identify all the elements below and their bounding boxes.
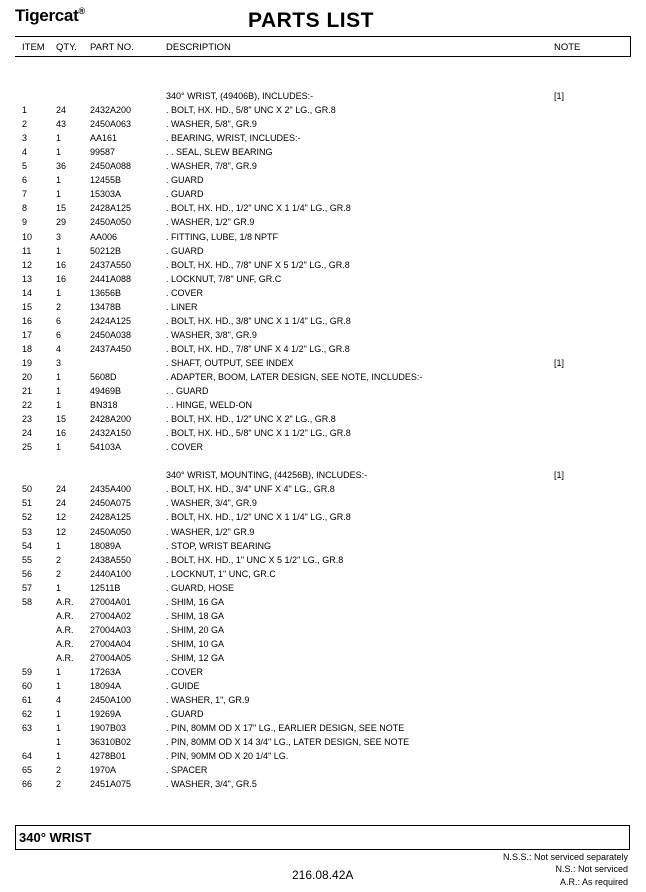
cell-item: 51 bbox=[22, 498, 33, 509]
table-row bbox=[0, 187, 646, 201]
cell-part-no: 54103A bbox=[90, 442, 122, 453]
cell-qty: 1 bbox=[56, 287, 62, 298]
cell-qty: 12 bbox=[56, 512, 67, 523]
cell-part-no: 99587 bbox=[90, 147, 116, 158]
table-row bbox=[0, 159, 646, 173]
cell-description: . COVER bbox=[166, 442, 204, 453]
table-row bbox=[0, 581, 646, 595]
cell-description: . BOLT, HX. HD., 5/8" UNC X 1 1/2" LG., GR.8 bbox=[166, 428, 351, 439]
table-row bbox=[0, 215, 646, 229]
column-header-note: NOTE bbox=[554, 42, 581, 53]
cell-description: . GUARD bbox=[166, 245, 204, 256]
cell-description: . WASHER, 3/4", GR.9 bbox=[166, 498, 257, 509]
cell-item: 19 bbox=[22, 357, 33, 368]
cell-qty: 2 bbox=[56, 301, 62, 312]
cell-item: 61 bbox=[22, 695, 33, 706]
cell-part-no: 2450A088 bbox=[90, 161, 132, 172]
brand-name: Tigercat bbox=[15, 6, 79, 25]
table-row bbox=[0, 328, 646, 342]
table-row bbox=[0, 525, 646, 539]
cell-item: 11 bbox=[22, 245, 32, 256]
cell-qty: 12 bbox=[56, 526, 67, 537]
brand-mark: ® bbox=[78, 6, 85, 16]
cell-item: 14 bbox=[22, 287, 33, 298]
table-row bbox=[0, 145, 646, 159]
cell-description: . LOCKNUT, 1" UNC, GR.C bbox=[166, 568, 276, 579]
cell-qty: 1 bbox=[56, 175, 62, 186]
table-row bbox=[0, 230, 646, 244]
cell-description: . COVER bbox=[166, 287, 204, 298]
table-row bbox=[0, 553, 646, 567]
cell-item: 23 bbox=[22, 414, 33, 425]
section-title: 340° WRIST bbox=[19, 830, 92, 845]
cell-description: . BOLT, HX. HD., 1/2" UNC X 1 1/4" LG., GR.8 bbox=[166, 203, 351, 214]
cell-qty: 1 bbox=[56, 723, 62, 734]
cell-description: . SHIM, 20 GA bbox=[166, 624, 225, 635]
column-header-qty: QTY. bbox=[56, 42, 77, 53]
table-row bbox=[0, 777, 646, 791]
table-row bbox=[0, 665, 646, 679]
cell-item: 1 bbox=[22, 105, 28, 116]
cell-qty: 1 bbox=[56, 442, 62, 453]
cell-qty: 2 bbox=[56, 554, 62, 565]
cell-qty: 24 bbox=[56, 498, 67, 509]
table-row bbox=[0, 300, 646, 314]
cell-part-no: 2428A200 bbox=[90, 414, 132, 425]
table-row bbox=[0, 117, 646, 131]
cell-description: . SHIM, 16 GA bbox=[166, 596, 225, 607]
table-row bbox=[0, 398, 646, 412]
cell-item: 63 bbox=[22, 723, 33, 734]
cell-part-no: 12511B bbox=[90, 582, 121, 593]
cell-part-no: 18094A bbox=[90, 681, 122, 692]
cell-description: . . GUARD bbox=[166, 386, 209, 397]
cell-part-no: 2432A200 bbox=[90, 105, 132, 116]
cell-description: . WASHER, 3/4", GR.5 bbox=[166, 779, 257, 790]
cell-part-no: 13656B bbox=[90, 287, 122, 298]
cell-item: 50 bbox=[22, 484, 33, 495]
table-header bbox=[15, 36, 631, 57]
cell-qty: A.R. bbox=[56, 652, 74, 663]
table-row bbox=[0, 679, 646, 693]
cell-part-no: 17263A bbox=[90, 666, 122, 677]
cell-part-no: 2440A100 bbox=[90, 568, 132, 579]
cell-part-no: 15303A bbox=[90, 189, 122, 200]
table-row bbox=[0, 426, 646, 440]
legend-ar: A.R.: As required bbox=[559, 876, 628, 887]
cell-description: . PIN, 80MM OD X 14 3/4" LG., LATER DESIGN, SEE NOTE bbox=[166, 737, 410, 748]
table-row bbox=[0, 75, 646, 89]
table-row bbox=[0, 651, 646, 665]
cell-description: . WASHER, 3/8", GR.9 bbox=[166, 329, 257, 340]
cell-qty: 24 bbox=[56, 484, 67, 495]
table-row bbox=[0, 749, 646, 763]
cell-item: 10 bbox=[22, 231, 33, 242]
cell-part-no: 2451A075 bbox=[90, 779, 132, 790]
cell-item: 58 bbox=[22, 596, 33, 607]
legend bbox=[503, 851, 628, 888]
cell-qty: 24 bbox=[56, 105, 67, 116]
cell-description: . WASHER, 1/2" GR.9 bbox=[166, 526, 255, 537]
cell-description: . FITTING, LUBE, 1/8 NPTF bbox=[166, 231, 279, 242]
cell-item: 18 bbox=[22, 343, 33, 354]
cell-description: . GUARD, HOSE bbox=[166, 582, 235, 593]
cell-part-no: 27004A02 bbox=[90, 610, 132, 621]
column-header-item: ITEM bbox=[22, 42, 45, 53]
cell-description: . . HINGE, WELD-ON bbox=[166, 400, 253, 411]
table-row bbox=[0, 131, 646, 145]
cell-part-no: 2450A050 bbox=[90, 217, 132, 228]
table-row bbox=[0, 637, 646, 651]
cell-qty: 1 bbox=[56, 582, 62, 593]
cell-qty: 1 bbox=[56, 709, 62, 720]
cell-part-no: 13478B bbox=[90, 301, 122, 312]
cell-item: 3 bbox=[22, 133, 28, 144]
cell-qty: 16 bbox=[56, 428, 67, 439]
cell-qty: A.R. bbox=[56, 638, 74, 649]
cell-item: 54 bbox=[22, 540, 33, 551]
table-row bbox=[0, 370, 646, 384]
table-row bbox=[0, 623, 646, 637]
cell-qty: 1 bbox=[56, 540, 62, 551]
cell-part-no: 49469B bbox=[90, 386, 122, 397]
table-row bbox=[0, 763, 646, 777]
legend-ns: N.S.: Not serviced bbox=[555, 864, 628, 875]
cell-qty: 1 bbox=[56, 189, 62, 200]
cell-item: 62 bbox=[22, 709, 33, 720]
cell-item: 55 bbox=[22, 554, 33, 565]
cell-qty: 4 bbox=[56, 695, 62, 706]
brand-logo bbox=[15, 6, 85, 26]
cell-item: 66 bbox=[22, 779, 33, 790]
cell-qty: 2 bbox=[56, 568, 62, 579]
cell-note: [1] bbox=[554, 470, 565, 481]
table-row bbox=[0, 609, 646, 623]
cell-qty: A.R. bbox=[56, 624, 74, 635]
parts-table-body bbox=[0, 75, 646, 791]
table-row bbox=[0, 482, 646, 496]
cell-qty: 1 bbox=[56, 133, 62, 144]
table-row bbox=[0, 356, 646, 370]
cell-item: 56 bbox=[22, 568, 33, 579]
cell-item: 4 bbox=[22, 147, 28, 158]
page-title: PARTS LIST bbox=[248, 9, 374, 32]
cell-item: 20 bbox=[22, 371, 33, 382]
table-row bbox=[0, 735, 646, 749]
cell-qty: 16 bbox=[56, 259, 67, 270]
page-number: 216.08.42A bbox=[292, 868, 354, 882]
cell-description: . SHIM, 12 GA bbox=[166, 652, 225, 663]
cell-item: 5 bbox=[22, 161, 28, 172]
cell-part-no: 27004A05 bbox=[90, 652, 132, 663]
cell-item: 15 bbox=[22, 301, 33, 312]
cell-part-no: 18089A bbox=[90, 540, 122, 551]
table-row bbox=[0, 468, 646, 482]
cell-qty: 1 bbox=[56, 681, 62, 692]
table-row bbox=[0, 314, 646, 328]
cell-qty: 29 bbox=[56, 217, 67, 228]
table-row bbox=[0, 89, 646, 103]
cell-item: 9 bbox=[22, 217, 28, 228]
cell-qty: 15 bbox=[56, 414, 67, 425]
table-row bbox=[0, 103, 646, 117]
table-row bbox=[0, 707, 646, 721]
cell-item: 7 bbox=[22, 189, 28, 200]
cell-part-no: 2438A550 bbox=[90, 554, 132, 565]
cell-description: . WASHER, 1/2" GR.9 bbox=[166, 217, 255, 228]
cell-part-no: 2450A100 bbox=[90, 695, 132, 706]
cell-part-no: 2450A050 bbox=[90, 526, 132, 537]
cell-item: 16 bbox=[22, 315, 33, 326]
cell-qty: 1 bbox=[56, 371, 62, 382]
cell-description: . SPACER bbox=[166, 765, 208, 776]
cell-part-no: 12455B bbox=[90, 175, 122, 186]
cell-item: 64 bbox=[22, 751, 33, 762]
cell-qty: 1 bbox=[56, 737, 62, 748]
table-row bbox=[0, 721, 646, 735]
cell-item: 17 bbox=[22, 329, 33, 340]
cell-qty: 15 bbox=[56, 203, 67, 214]
cell-part-no: 27004A04 bbox=[90, 638, 132, 649]
table-row bbox=[0, 342, 646, 356]
cell-qty: 1 bbox=[56, 400, 62, 411]
cell-item: 59 bbox=[22, 666, 33, 677]
cell-description: . COVER bbox=[166, 666, 204, 677]
table-row bbox=[0, 510, 646, 524]
cell-part-no: 2437A450 bbox=[90, 343, 132, 354]
cell-qty: 36 bbox=[56, 161, 67, 172]
cell-description: . BEARING, WRIST, INCLUDES:- bbox=[166, 133, 301, 144]
table-row bbox=[0, 496, 646, 510]
table-row bbox=[0, 272, 646, 286]
section-footer bbox=[15, 825, 630, 850]
cell-part-no: 27004A01 bbox=[90, 596, 132, 607]
cell-item: 52 bbox=[22, 512, 33, 523]
cell-qty: 1 bbox=[56, 245, 62, 256]
cell-description: . WASHER, 5/8", GR.9 bbox=[166, 119, 257, 130]
cell-qty: 2 bbox=[56, 779, 62, 790]
cell-item: 57 bbox=[22, 582, 33, 593]
table-row bbox=[0, 286, 646, 300]
cell-part-no: BN318 bbox=[90, 400, 118, 411]
cell-part-no: 2450A038 bbox=[90, 329, 132, 340]
cell-description: . WASHER, 7/8", GR.9 bbox=[166, 161, 257, 172]
cell-part-no: AA006 bbox=[90, 231, 118, 242]
table-row bbox=[0, 244, 646, 258]
cell-description: . BOLT, HX. HD., 5/8" UNC X 2" LG., GR.8 bbox=[166, 105, 336, 116]
cell-qty: 43 bbox=[56, 119, 67, 130]
cell-part-no: 1970A bbox=[90, 765, 117, 776]
cell-item: 2 bbox=[22, 119, 28, 130]
cell-item: 53 bbox=[22, 526, 33, 537]
table-row bbox=[0, 595, 646, 609]
cell-part-no: 5608D bbox=[90, 371, 117, 382]
cell-description: . BOLT, HX. HD., 1" UNC X 5 1/2" LG., GR.8 bbox=[166, 554, 344, 565]
cell-description: . SHIM, 10 GA bbox=[166, 638, 225, 649]
cell-description: . BOLT, HX. HD., 3/8" UNC X 1 1/4" LG., GR.8 bbox=[166, 315, 351, 326]
cell-part-no: 2435A400 bbox=[90, 484, 132, 495]
column-header-description: DESCRIPTION bbox=[166, 42, 231, 53]
table-row bbox=[0, 440, 646, 454]
column-header-part: PART NO. bbox=[90, 42, 134, 53]
cell-description: . GUIDE bbox=[166, 681, 200, 692]
cell-item: 60 bbox=[22, 681, 33, 692]
cell-part-no: 2432A150 bbox=[90, 428, 132, 439]
cell-qty: 6 bbox=[56, 315, 62, 326]
cell-item: 24 bbox=[22, 428, 33, 439]
cell-part-no: 36310B02 bbox=[90, 737, 132, 748]
cell-description: . BOLT, HX. HD., 7/8" UNF X 4 1/2" LG., GR.8 bbox=[166, 343, 350, 354]
cell-qty: 3 bbox=[56, 231, 62, 242]
cell-note: [1] bbox=[554, 91, 565, 102]
cell-qty: 16 bbox=[56, 273, 67, 284]
cell-description: 340° WRIST, MOUNTING, (44256B), INCLUDES:- bbox=[166, 470, 368, 481]
cell-qty: 1 bbox=[56, 751, 62, 762]
cell-qty: 2 bbox=[56, 765, 62, 776]
cell-description: . BOLT, HX. HD., 7/8" UNF X 5 1/2" LG., GR.8 bbox=[166, 259, 350, 270]
cell-qty: 1 bbox=[56, 666, 62, 677]
cell-description: . PIN, 90MM OD X 20 1/4" LG. bbox=[166, 751, 289, 762]
table-row bbox=[0, 201, 646, 215]
cell-qty: 4 bbox=[56, 343, 62, 354]
cell-description: . . SEAL, SLEW BEARING bbox=[166, 147, 273, 158]
cell-part-no: 27004A03 bbox=[90, 624, 132, 635]
cell-part-no: 50212B bbox=[90, 245, 122, 256]
cell-qty: A.R. bbox=[56, 596, 74, 607]
cell-description: . ADAPTER, BOOM, LATER DESIGN, SEE NOTE, INCLUDES:- bbox=[166, 371, 423, 382]
cell-item: 12 bbox=[22, 259, 33, 270]
cell-note: [1] bbox=[554, 357, 565, 368]
cell-description: . BOLT, HX. HD., 1/2" UNC X 1 1/4" LG., GR.8 bbox=[166, 512, 351, 523]
cell-part-no: 2437A550 bbox=[90, 259, 132, 270]
cell-part-no: 4278B01 bbox=[90, 751, 127, 762]
legend-nss: N.S.S.: Not serviced separately bbox=[502, 852, 628, 862]
cell-item: 25 bbox=[22, 442, 33, 453]
cell-part-no: 2428A125 bbox=[90, 203, 132, 214]
cell-qty: A.R. bbox=[56, 610, 74, 621]
cell-description: . LOCKNUT, 7/8" UNF, GR.C bbox=[166, 273, 282, 284]
cell-item: 65 bbox=[22, 765, 33, 776]
cell-description: . GUARD bbox=[166, 189, 204, 200]
cell-description: . SHIM, 18 GA bbox=[166, 610, 225, 621]
cell-description: . LINER bbox=[166, 301, 198, 312]
table-row bbox=[0, 539, 646, 553]
cell-description: . WASHER, 1", GR.9 bbox=[166, 695, 250, 706]
table-row bbox=[0, 258, 646, 272]
table-row bbox=[0, 384, 646, 398]
cell-item: 21 bbox=[22, 386, 33, 397]
cell-qty: 3 bbox=[56, 357, 62, 368]
cell-description: . BOLT, HX. HD., 1/2" UNC X 2" LG., GR.8 bbox=[166, 414, 336, 425]
cell-part-no: 2424A125 bbox=[90, 315, 132, 326]
cell-qty: 6 bbox=[56, 329, 62, 340]
table-row bbox=[0, 567, 646, 581]
table-row bbox=[0, 412, 646, 426]
cell-item: 8 bbox=[22, 203, 28, 214]
cell-description: . GUARD bbox=[166, 175, 204, 186]
cell-qty: 1 bbox=[56, 147, 62, 158]
cell-description: 340° WRIST, (49406B), INCLUDES:- bbox=[166, 91, 314, 102]
cell-item: 6 bbox=[22, 175, 28, 186]
cell-item: 13 bbox=[22, 273, 33, 284]
cell-part-no: AA161 bbox=[90, 133, 118, 144]
cell-part-no: 19269A bbox=[90, 709, 122, 720]
table-row bbox=[0, 173, 646, 187]
cell-part-no: 2441A088 bbox=[90, 273, 132, 284]
cell-description: . GUARD bbox=[166, 709, 204, 720]
cell-description: . BOLT, HX. HD., 3/4" UNF X 4" LG., GR.8 bbox=[166, 484, 335, 495]
table-row bbox=[0, 454, 646, 468]
cell-description: . PIN, 80MM OD X 17" LG., EARLIER DESIGN, SEE NOTE bbox=[166, 723, 405, 734]
cell-description: . STOP, WRIST BEARING bbox=[166, 540, 272, 551]
cell-part-no: 2428A125 bbox=[90, 512, 132, 523]
cell-description: . SHAFT, OUTPUT, SEE INDEX bbox=[166, 357, 294, 368]
cell-part-no: 2450A063 bbox=[90, 119, 132, 130]
cell-qty: 1 bbox=[56, 386, 62, 397]
table-row bbox=[0, 693, 646, 707]
cell-part-no: 1907B03 bbox=[90, 723, 127, 734]
cell-item: 22 bbox=[22, 400, 33, 411]
cell-part-no: 2450A075 bbox=[90, 498, 132, 509]
